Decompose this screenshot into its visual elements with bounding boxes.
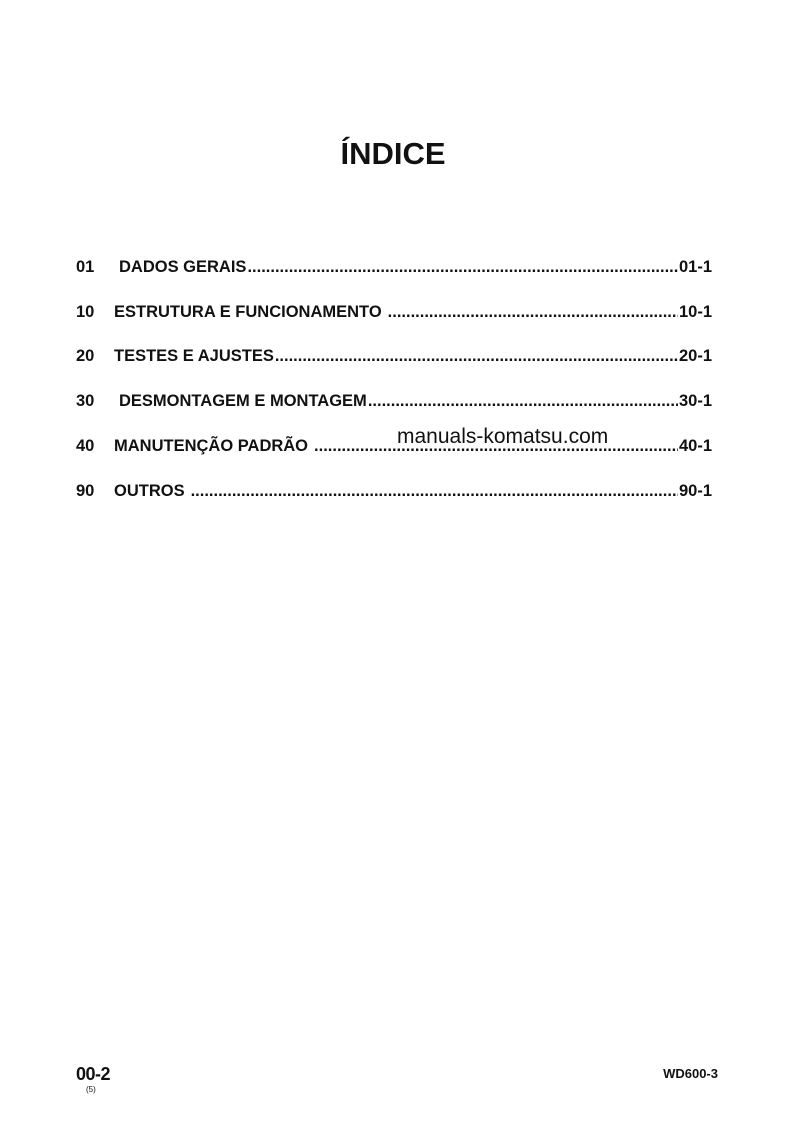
- toc-entry-dados-gerais[interactable]: [76, 258, 712, 280]
- watermark-text: manuals-komatsu.com: [397, 425, 609, 448]
- toc-entry-page[interactable]: 40-1: [678, 437, 712, 455]
- toc-entry-desmontagem-e-montagem[interactable]: [76, 392, 712, 414]
- toc-entry-title[interactable]: OUTROS: [114, 482, 185, 500]
- footer-model: WD600-3: [663, 1066, 718, 1081]
- toc-entry-number: 01: [76, 258, 95, 276]
- toc-entry-title[interactable]: ESTRUTURA E FUNCIONAMENTO: [114, 303, 382, 321]
- toc-entry-page[interactable]: 90-1: [678, 482, 712, 500]
- dot-leader: [368, 392, 678, 411]
- toc-entry-number: 30: [76, 392, 95, 410]
- footer-page-number: 00-2: [76, 1064, 111, 1084]
- toc-entry-title[interactable]: DADOS GERAIS: [119, 258, 247, 276]
- toc-entry-page[interactable]: 30-1: [678, 392, 712, 410]
- toc-entry-number: 40: [76, 437, 95, 455]
- toc-entry-number: 90: [76, 482, 95, 500]
- dot-leader: [388, 303, 678, 322]
- toc-entry-number: 10: [76, 303, 95, 321]
- toc-entry-page[interactable]: 10-1: [678, 303, 712, 321]
- toc-entry-testes-e-ajustes[interactable]: [76, 347, 712, 369]
- toc-entry-title[interactable]: DESMONTAGEM E MONTAGEM: [119, 392, 367, 410]
- page-title: ÍNDICE: [340, 136, 446, 171]
- dot-leader: [247, 258, 678, 277]
- dot-leader: [275, 347, 678, 366]
- footer-revision: (5): [86, 1085, 96, 1094]
- toc-entry-manutencao-padrao[interactable]: [76, 437, 712, 459]
- toc-entry-outros[interactable]: [76, 482, 712, 504]
- toc-entry-number: 20: [76, 347, 95, 365]
- dot-leader: [191, 482, 678, 501]
- toc-entry-title[interactable]: TESTES E AJUSTES: [114, 347, 274, 365]
- toc-entry-page[interactable]: 01-1: [678, 258, 712, 276]
- toc-entry-title[interactable]: MANUTENÇÃO PADRÃO: [114, 437, 309, 455]
- toc-entry-page[interactable]: 20-1: [678, 347, 712, 365]
- toc-entry-estrutura-e-funcionamento[interactable]: [76, 303, 712, 325]
